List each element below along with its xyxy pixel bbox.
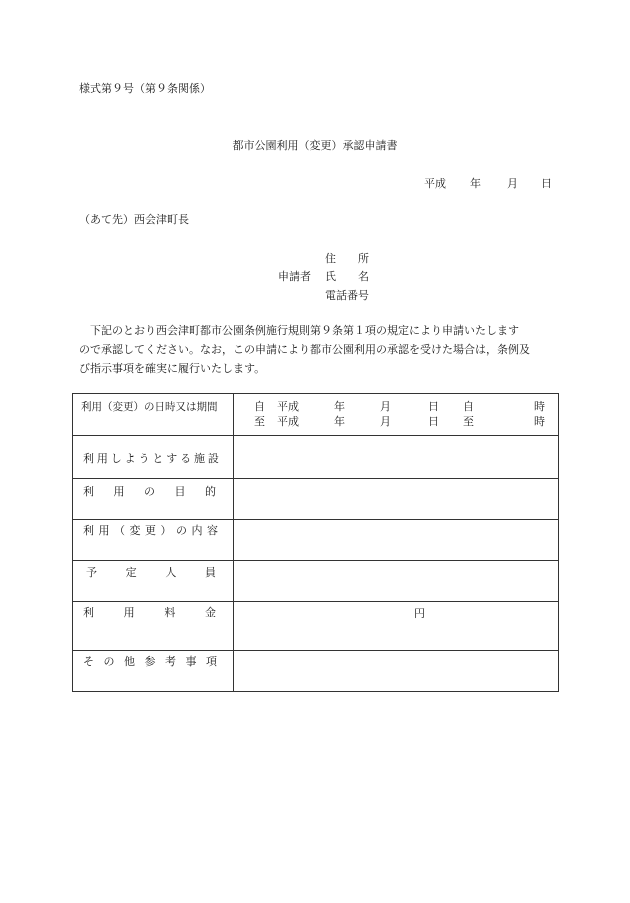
body-line-1: 下記のとおり西会津町都市公園条例施行規則第９条第１項の規定により申請いたします xyxy=(90,324,519,337)
facility-label: 利 用 し よ う と す る 施 設 xyxy=(73,436,234,478)
people-label: 予 定 人 員 xyxy=(73,561,234,601)
table-row-purpose xyxy=(73,478,558,519)
period-value: 自 平成 年 月 日 自 時 至 平成 年 月 日 至 時 xyxy=(254,400,545,428)
name-label-2: 名 xyxy=(358,270,369,283)
date-year: 年 xyxy=(470,177,481,190)
table-row-notes xyxy=(73,650,558,691)
phone-label: 電話番号 xyxy=(325,289,369,302)
fee-label: 利 用 料 金 xyxy=(73,602,234,650)
document-title: 都市公園利用（変更）承認申請書 xyxy=(232,139,398,152)
table-row-fee xyxy=(73,601,558,650)
date-month: 月 xyxy=(507,177,518,190)
date-day: 日 xyxy=(541,177,552,190)
fee-value xyxy=(234,602,558,650)
table-row-facility xyxy=(73,435,558,478)
name-label-1: 氏 xyxy=(325,270,336,283)
facility-value xyxy=(234,436,558,478)
purpose-label: 利 用 の 目 的 xyxy=(73,479,234,519)
address-label-2: 所 xyxy=(358,252,369,265)
table-row-period xyxy=(73,394,558,435)
people-value xyxy=(234,561,558,601)
table-row-people xyxy=(73,560,558,601)
notes-value xyxy=(234,651,558,691)
period-label: 利用（変更）の日時又は期間 xyxy=(73,394,234,435)
form-number: 様式第９号（第９条関係） xyxy=(79,82,211,95)
purpose-value xyxy=(234,479,558,519)
date-era: 平成 xyxy=(424,177,446,190)
application-table xyxy=(72,393,559,692)
address-label-1: 住 xyxy=(325,252,336,265)
body-line-3: び指示事項を確実に履行いたします。 xyxy=(79,362,266,375)
table-row-content xyxy=(73,519,558,560)
content-label: 利 用 （ 変 更 ） の 内 容 xyxy=(73,520,234,560)
addressee: （あて先）西会津町長 xyxy=(79,213,189,226)
fee-unit: 円 xyxy=(414,607,425,620)
body-line-2: ので承認してください。なお，この申請により都市公園利用の承認を受けた場合は，条例及 xyxy=(79,343,530,356)
content-value xyxy=(234,520,558,560)
notes-label: そ の 他 参 考 事 項 xyxy=(73,651,234,691)
body-text xyxy=(79,321,557,378)
applicant-label: 申請者 xyxy=(278,270,311,283)
